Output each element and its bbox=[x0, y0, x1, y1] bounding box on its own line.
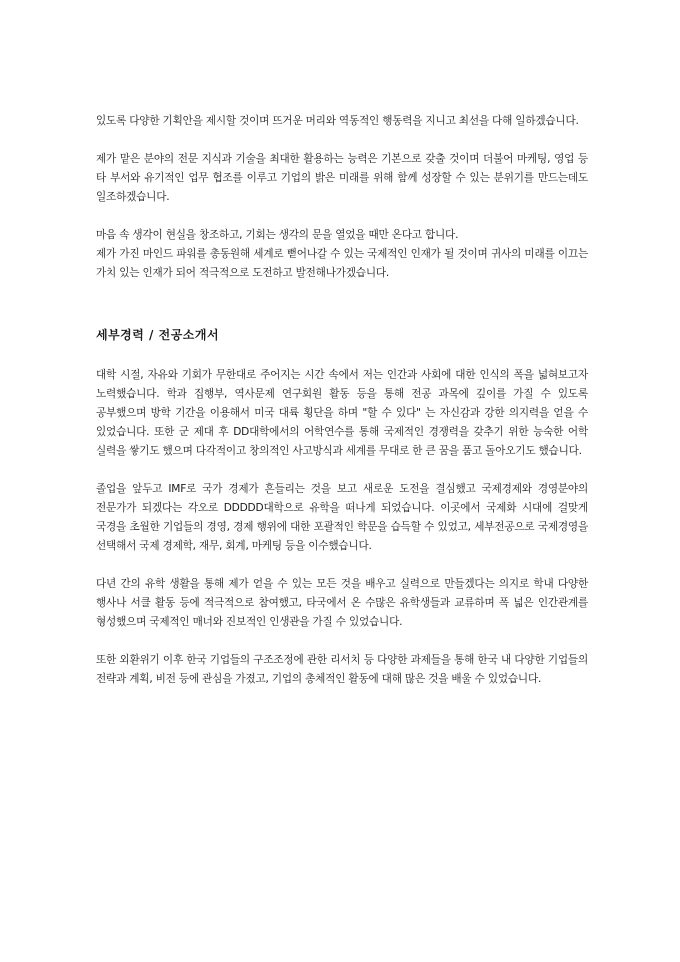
intro-paragraph-1: 있도록 다양한 기획안을 제시할 것이며 뜨거운 머리와 역동적인 행동력을 지니고 최선을 다해 일하겠습니다. bbox=[96, 115, 579, 127]
intro-paragraph-3-line-1: 마음 속 생각이 현실을 창조하고, 기회는 생각의 문을 열었을 때만 온다고 합니다. bbox=[96, 229, 459, 241]
section-paragraph-3: 다년 간의 유학 생활을 통해 제가 얻을 수 있는 모든 것을 배우고 실력으로 만들겠다는 의지로 학내 다양한 행사나 서클 활동 등에 적극적으로 참여했고, 타국에서 온 수많은 유학생들과 교류하며 폭 넓은 인간관계를 형성했으며 국제적인 매너와 진보적인 인생관을 가질 수 있었습니다. bbox=[96, 578, 588, 628]
section-paragraph-4: 또한 외환위기 이후 한국 기업들의 구조조정에 관한 리서치 등 다양한 과제들을 통해 한국 내 다양한 기업들의 전략과 계획, 비전 등에 관심을 가졌고, 기업의 총체적인 활동에 대해 많은 것을 배울 수 있었습니다. bbox=[96, 654, 588, 685]
intro-paragraph-3-line-2: 제가 가진 마인드 파워를 총동원해 세계로 뻗어나갈 수 있는 국제적인 인재가 될 것이며 귀사의 미래를 이끄는 가치 있는 인재가 되어 적극적으로 도전하고 발전해나가겠습니다. bbox=[96, 248, 588, 279]
document-page bbox=[96, 112, 588, 689]
section-paragraph-1: 대학 시절, 자유와 기회가 무한대로 주어지는 시간 속에서 저는 인간과 사회에 대한 인식의 폭을 넓혀보고자 노력했습니다. 학과 집행부, 역사문제 연구회원 활동 등을 통해 전공 과목에 깊이를 가질 수 있도록 공부했으며 방학 기간을 이용해서 미국 대륙 횡단을 하며 "할 수 있다" 는 자신감과 강한 의지력을 얻을 수 있었습니다. 또한 군 제대 후 DD대학에서의 어학연수를 통해 국제적인 경쟁력을 갖추기 위한 능숙한 어학 실력을 쌓기도 했으며 다각적이고 창의적인 사고방식과 세계를 무대로 한 큰 꿈을 품고 돌아오기도 했습니다. bbox=[96, 369, 588, 457]
section-heading: 세부경력 / 전공소개서 bbox=[96, 328, 220, 342]
section-paragraph-2: 졸업을 앞두고 IMF로 국가 경제가 흔들리는 것을 보고 새로운 도전을 결심했고 국제경제와 경영분야의 전문가가 되겠다는 각오로 DDDDD대학으로 유학을 떠나게 되었습니다. 이곳에서 국제화 시대에 걸맞게 국경을 초월한 기업들의 경영, 경제 행위에 대한 포괄적인 학문을 습득할 수 있었고, 세부전공으로 국제경영을 선택해서 국제 경제학, 재무, 회계, 마케팅 등을 이수했습니다. bbox=[96, 483, 588, 552]
intro-paragraph-2: 제가 맡은 분야의 전문 지식과 기술을 최대한 활용하는 능력은 기본으로 갖출 것이며 더불어 마케팅, 영업 등 타 부서와 유기적인 업무 협조를 이루고 기업의 밝은 미래를 위해 함께 성장할 수 있는 분위기를 만드는데도 일조하겠습니다. bbox=[96, 153, 588, 203]
